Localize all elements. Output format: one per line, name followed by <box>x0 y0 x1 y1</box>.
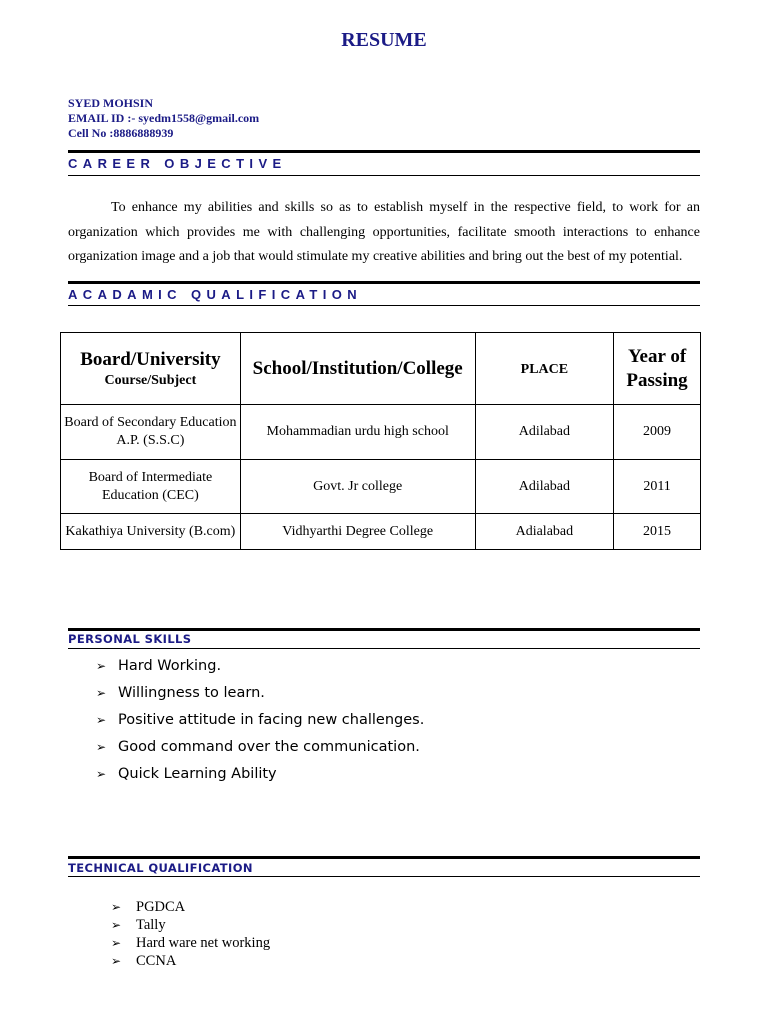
cell-school: Vidhyarthi Degree College <box>240 514 475 550</box>
cell-place: Adilabad <box>475 460 613 514</box>
section-rule-bottom <box>68 305 700 306</box>
cell-place: Adialabad <box>475 514 613 550</box>
arrow-bullet-icon: ➢ <box>96 713 107 727</box>
section-rule-bottom <box>68 648 700 649</box>
table-row <box>61 514 701 550</box>
arrow-bullet-icon: ➢ <box>96 659 107 673</box>
skill-text: Quick Learning Ability <box>118 766 277 782</box>
cell-year: 2011 <box>614 460 701 514</box>
cell-board: Kakathiya University (B.com) <box>61 514 241 550</box>
header-year: Year of Passing <box>614 333 701 405</box>
candidate-name: SYED MOHSIN <box>68 96 154 110</box>
career-objective-heading: CAREER OBJECTIVE <box>68 156 287 171</box>
list-item <box>96 655 424 682</box>
arrow-bullet-icon: ➢ <box>96 686 107 700</box>
contact-block <box>68 96 259 141</box>
career-objective-text: To enhance my abilities and skills so as to establish myself in the respective field, to work for an organization which provides me with challenging opportunities, facilitate smooth interactions to enhance organization image and a job that would stimulate my creative abilities and bring out the best of my potential. <box>68 200 700 264</box>
cell-year: 2009 <box>614 405 701 460</box>
header-place: PLACE <box>475 333 613 405</box>
skill-text: Willingness to learn. <box>118 685 265 701</box>
cell-school: Govt. Jr college <box>240 460 475 514</box>
list-item <box>111 898 270 916</box>
skill-text: Positive attitude in facing new challenges. <box>118 712 425 728</box>
resume-title: RESUME <box>341 29 427 51</box>
cell-board: Board of Secondary Education A.P. (S.S.C) <box>61 405 241 460</box>
list-item <box>96 682 424 709</box>
section-rule-top <box>68 150 700 153</box>
cell-board: Board of Intermediate Education (CEC) <box>61 460 241 514</box>
table-row <box>61 405 701 460</box>
arrow-bullet-icon: ➢ <box>111 918 122 932</box>
header-school: School/Institution/College <box>240 333 475 405</box>
cell-place: Adilabad <box>475 405 613 460</box>
header-board-sub: Course/Subject <box>104 373 197 388</box>
tech-text: Tally <box>136 917 166 933</box>
list-item <box>96 709 424 736</box>
section-rule-top <box>68 281 700 284</box>
personal-skills-list <box>96 655 424 790</box>
personal-skills-heading: PERSONAL SKILLS <box>68 632 192 646</box>
header-board-university <box>61 333 241 405</box>
academic-qualification-heading: ACADAMIC QUALIFICATION <box>68 287 363 302</box>
arrow-bullet-icon: ➢ <box>96 740 107 754</box>
table-row <box>61 460 701 514</box>
cell-school: Mohammadian urdu high school <box>240 405 475 460</box>
header-board-main: Board/University <box>80 349 221 370</box>
education-table-header <box>61 333 701 405</box>
list-item <box>96 763 424 790</box>
phone-line: Cell No :8886888939 <box>68 126 174 140</box>
arrow-bullet-icon: ➢ <box>111 954 122 968</box>
education-table <box>60 332 701 550</box>
list-item <box>96 736 424 763</box>
list-item <box>111 916 270 934</box>
technical-qualification-heading: TECHNICAL QUALIFICATION <box>68 861 253 875</box>
cell-year: 2015 <box>614 514 701 550</box>
tech-text: Hard ware net working <box>136 935 271 951</box>
arrow-bullet-icon: ➢ <box>111 900 122 914</box>
list-item <box>111 952 270 970</box>
section-rule-bottom <box>68 876 700 877</box>
section-rule-bottom <box>68 175 700 176</box>
tech-text: CCNA <box>136 953 177 969</box>
tech-text: PGDCA <box>136 899 186 915</box>
technical-qualification-list <box>111 898 270 970</box>
skill-text: Good command over the communication. <box>118 739 420 755</box>
arrow-bullet-icon: ➢ <box>111 936 122 950</box>
email-line: EMAIL ID :- syedm1558@gmail.com <box>68 111 260 125</box>
skill-text: Hard Working. <box>118 658 222 674</box>
arrow-bullet-icon: ➢ <box>96 767 107 781</box>
section-rule-top <box>68 856 700 859</box>
section-rule-top <box>68 628 700 631</box>
list-item <box>111 934 270 952</box>
